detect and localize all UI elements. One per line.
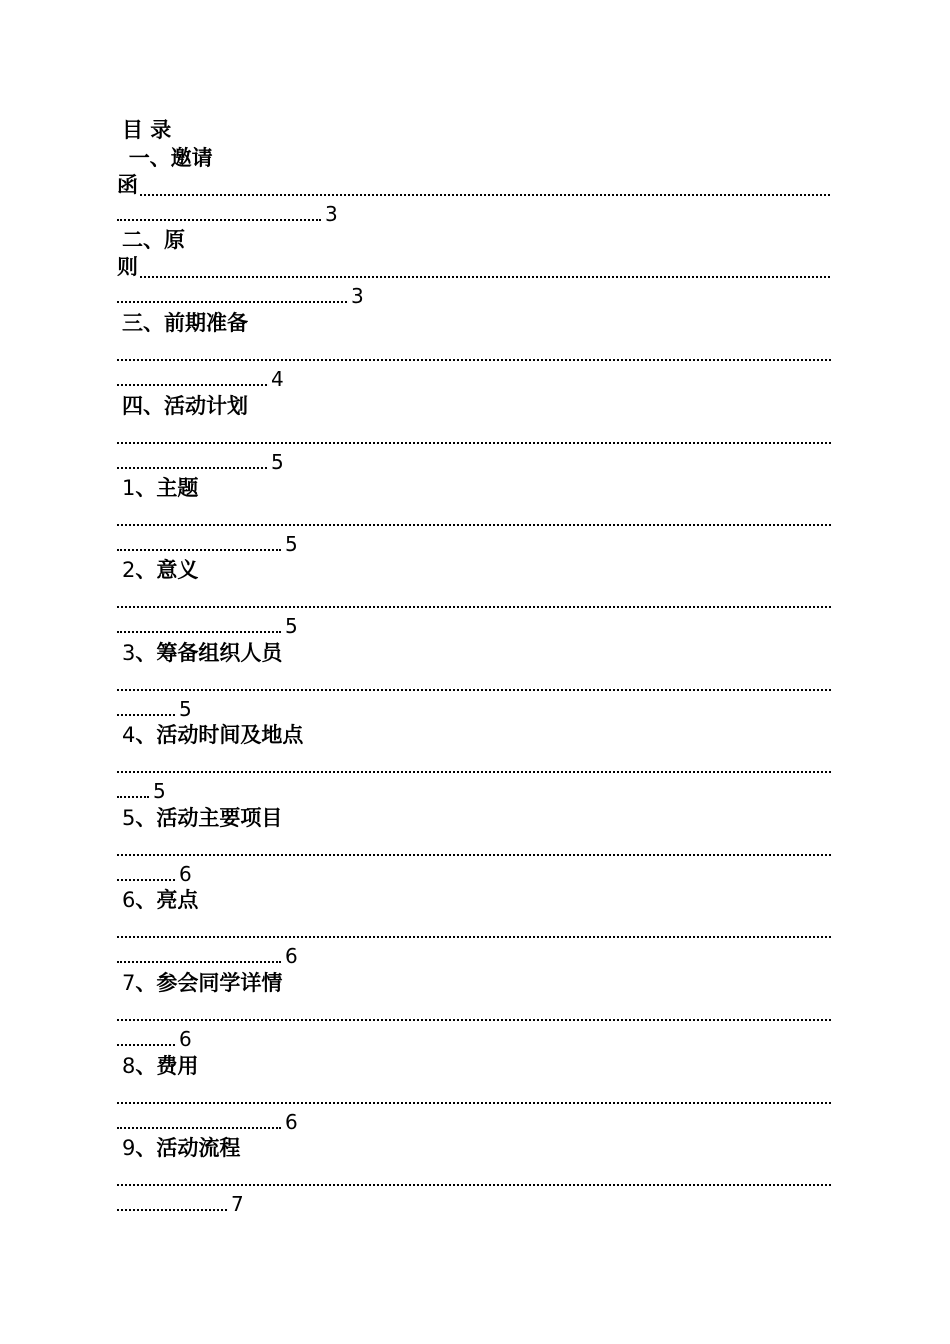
toc-entry-label: 、活动流程 <box>135 1136 241 1160</box>
toc-page-number: 4 <box>271 367 284 391</box>
toc-entry-number: 9 <box>122 1136 136 1160</box>
toc-entry-tail <box>117 200 338 228</box>
toc-leader-dots <box>117 953 281 963</box>
toc-entry-label: 二、原 <box>122 228 185 252</box>
toc-page-number: 5 <box>285 532 298 556</box>
toc-entry-heading <box>122 639 282 667</box>
toc-page-number: 5 <box>271 450 284 474</box>
toc-entry-heading <box>122 1052 198 1080</box>
toc-entry-label: 、筹备组织人员 <box>135 641 283 665</box>
toc-entry-tail <box>117 365 284 393</box>
toc-leader-dots <box>117 436 831 444</box>
toc-leader-dots <box>140 188 830 196</box>
toc-entry[interactable] <box>0 474 950 556</box>
toc-entry-label: 一、邀请 <box>128 146 213 170</box>
toc-entry-heading <box>122 144 213 172</box>
toc-leader-dots <box>117 623 281 633</box>
toc-page-number: 7 <box>231 1192 244 1216</box>
toc-page-number: 3 <box>325 202 338 226</box>
toc-page-number: 3 <box>351 284 364 308</box>
toc-entry-heading <box>122 226 185 254</box>
toc-entry-label: 、参会同学详情 <box>135 971 283 995</box>
toc-entry[interactable] <box>0 804 950 886</box>
toc-leader-dots <box>117 871 175 881</box>
toc-title: 目 录 <box>122 118 172 142</box>
toc-leader-dots <box>117 683 831 691</box>
toc-leader-dots <box>117 930 831 938</box>
toc-leader-dots <box>117 1119 281 1129</box>
toc-entry[interactable] <box>0 1134 950 1216</box>
toc-leader-dots <box>117 1036 175 1046</box>
toc-leader-dots <box>117 353 831 361</box>
toc-entry-label: 、亮点 <box>135 888 199 912</box>
toc-entry-label: 、活动时间及地点 <box>135 723 304 747</box>
toc-entry-number: 1 <box>122 476 136 500</box>
toc-entry-number: 8 <box>122 1054 136 1078</box>
toc-entry-tail <box>117 777 166 805</box>
toc-entry-number: 7 <box>122 971 136 995</box>
toc-entry-label: 、费用 <box>135 1054 199 1078</box>
toc-entry[interactable] <box>0 886 950 968</box>
toc-leader-dots <box>117 1096 831 1104</box>
toc-entry[interactable] <box>0 144 950 226</box>
toc-leader-dots <box>117 211 321 221</box>
toc-entry-number: 6 <box>122 888 136 912</box>
toc-entry-tail <box>117 530 298 558</box>
toc-entry-tail <box>117 1108 298 1136</box>
toc-entry-heading <box>122 309 248 337</box>
toc-entry-label: 四、活动计划 <box>122 394 248 418</box>
toc-entry-heading <box>122 1134 240 1162</box>
toc-leader-dots <box>117 600 831 608</box>
toc-leader-dots <box>117 459 267 469</box>
toc-page-number: 5 <box>153 779 166 803</box>
toc-entry-heading <box>122 886 198 914</box>
toc-entry-heading <box>122 474 198 502</box>
toc-page-number: 5 <box>179 697 192 721</box>
toc-entry[interactable] <box>0 721 950 803</box>
toc-entry-label: 三、前期准备 <box>122 311 248 335</box>
toc-leader-dots <box>140 270 830 278</box>
toc-leader-dots <box>117 848 831 856</box>
toc-entry-heading <box>122 804 282 832</box>
toc-leader-dots <box>117 788 149 798</box>
toc-entry-heading <box>122 721 303 749</box>
toc-entry[interactable] <box>0 1052 950 1134</box>
toc-entry-heading <box>122 392 248 420</box>
toc-entry-heading <box>122 556 198 584</box>
toc-entry-heading <box>122 969 282 997</box>
toc-page-number: 6 <box>179 862 192 886</box>
toc-leader-dots <box>117 1013 831 1021</box>
toc-entry-number: 2 <box>122 558 136 582</box>
toc-entry-tail <box>117 448 284 476</box>
toc-entry-number: 3 <box>122 641 136 665</box>
toc-entry[interactable] <box>0 392 950 474</box>
toc-entry-number: 5 <box>122 806 136 830</box>
toc-entry-tail <box>117 1190 244 1218</box>
toc-page-number: 6 <box>285 1110 298 1134</box>
toc-entry[interactable] <box>0 969 950 1051</box>
toc-entry[interactable] <box>0 556 950 638</box>
toc-leader-dots <box>117 376 267 386</box>
toc-entry-tail <box>117 1025 192 1053</box>
toc-entry-number <box>122 146 129 170</box>
toc-entry[interactable] <box>0 639 950 721</box>
toc-leader-dots <box>117 1178 831 1186</box>
toc-entry-wrapped-char: 则 <box>117 255 138 279</box>
toc-entry-tail <box>117 942 298 970</box>
toc-leader-dots <box>117 706 175 716</box>
toc-leader-dots <box>117 541 281 551</box>
toc-page-number: 6 <box>179 1027 192 1051</box>
toc-entry-label: 、主题 <box>135 476 199 500</box>
toc-entry-number: 4 <box>122 723 136 747</box>
toc-leader-dots <box>117 293 347 303</box>
toc-entry-tail <box>117 860 192 888</box>
toc-page-number: 6 <box>285 944 298 968</box>
toc-entry-label: 、意义 <box>135 558 199 582</box>
toc-entry-tail <box>117 282 364 310</box>
toc-entry-label: 、活动主要项目 <box>135 806 283 830</box>
toc-leader-dots <box>117 1201 227 1211</box>
toc-leader-dots <box>117 765 831 773</box>
toc-entry[interactable] <box>0 226 950 308</box>
toc-entry-wrapped-char: 函 <box>117 173 138 197</box>
toc-entry-tail <box>117 695 192 723</box>
toc-entry-tail <box>117 612 298 640</box>
toc-entry[interactable] <box>0 309 950 391</box>
toc-leader-dots <box>117 518 831 526</box>
toc-page-number: 5 <box>285 614 298 638</box>
